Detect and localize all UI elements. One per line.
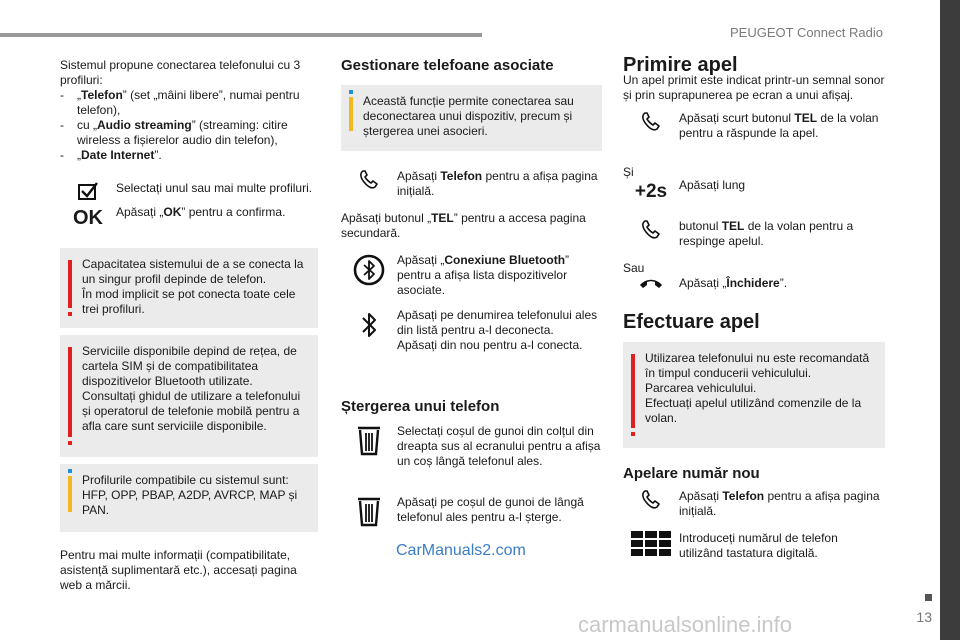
header-rule [0,33,482,37]
trash-icon [341,495,397,527]
step: Apăsați Telefon pentru a afișa pagina inițială. [623,489,885,519]
step-text: Apăsați butonul „TEL” pentru a accesa pagina secundară. [341,211,586,240]
warning-box: Utilizarea telefonului nu este recomandată în timpul conducerii vehiculului. Parcarea vehiculului. Efectuați apelul utilizând comenzile de la volan. [623,342,885,448]
info-box: Această funcție permite conectarea sau deconectarea unui dispozitiv, precum și ștergerea unei asocieri. [341,85,602,151]
warning-icon [631,354,635,428]
step: Selectați coșul de gunoi din colțul din dreapta sus al ecranului pentru a afișa un coș lângă telefonul ales. [341,424,602,469]
column-3 [623,54,885,561]
or-text: Și [623,165,634,179]
keypad-icon [623,531,679,557]
step: Introduceți numărul de telefon utilizând tastatura digitală. [623,531,885,561]
warning-box: Capacitatea sistemului de a se conecta la un singur profil depinde de telefon. În mod implicit se pot conecta toate cele trei profiluri. [60,248,318,328]
info-icon [68,476,72,512]
checkbox-icon [60,181,116,201]
step: Apăsați pe coșul de gunoi de lângă telefonul ales pentru a-l șterge. [341,495,602,527]
page-number: 13 [916,609,932,625]
ok-step: OK Apăsați „OK” pentru a confirma. [73,205,286,229]
warning-icon [68,347,72,437]
list-item: - „Telefon” (set „mâini libere”, numai pentru telefon), [60,88,300,117]
section-title: Gestionare telefoane asociate [341,57,554,74]
section-title: Apelare număr nou [623,465,760,482]
warning-box: Serviciile disponibile depind de rețea, de cartela SIM și de compatibilitatea dispozitivelor Bluetooth utilizate. Consultați ghidul de utilizare a telefonului și operatorul de telefonie mobilă pentru a afla care sunt serviciile disponibile. [60,335,318,457]
side-strip [940,0,960,640]
bluetooth-icon [341,308,397,342]
step: +2s Apăsați lung [623,178,885,199]
section-title: Ștergerea unui telefon [341,398,500,415]
ok-button-icon: OK [73,207,103,229]
select-step: Selectați unul sau mai multe profiluri. [60,181,318,201]
watermark-link[interactable]: CarManuals2.com [396,542,526,559]
page-marker [925,594,932,601]
hang-up-icon [623,276,679,290]
header-title: PEUGEOT Connect Radio [730,25,883,40]
column-1 [60,58,318,593]
info-icon [349,97,353,131]
phone-icon [341,169,397,191]
step: Apăsați pe denumirea telefonului ales din listă pentru a-l deconecta. Apăsați din nou pentru a-l conecta. [341,308,602,353]
or-text: Sau [623,261,645,275]
intro-text: Un apel primit este indicat printr-un semnal sonor și prin suprapunerea pe ecran a unui afișaj. [623,73,885,102]
info-box: Profilurile compatibile cu sistemul sunt: HFP, OPP, PBAP, A2DP, AVRCP, MAP și PAN. [60,464,318,532]
list-item: - „Date Internet”. [60,148,162,162]
trash-icon [341,424,397,456]
bluetooth-circle-icon [341,253,397,287]
footer-note: Pentru mai multe informații (compatibilitate, asistență suplimentară etc.), accesați pagina web a mărcii. [60,548,297,592]
step: Apăsați „Închidere”. [623,276,885,291]
step: Apăsați „Conexiune Bluetooth” pentru a afișa lista dispozitivelor asociate. [341,253,602,298]
list-item: - cu „Audio streaming” (streaming: citire wireless a fișierelor audio din telefon), [60,118,288,147]
two-seconds-icon: +2s [634,181,668,202]
section-title: Primire apel [623,54,738,76]
column-2 [341,58,602,527]
step: Apăsați Telefon pentru a afișa pagina inițială. [341,169,602,199]
footer-watermark: carmanualsonline.info [578,612,793,637]
phone-icon [623,219,679,241]
warning-icon [68,260,72,308]
profiles-intro: Sistemul propune conectarea telefonului cu 3 profiluri: [60,58,301,87]
section-title: Efectuare apel [623,311,760,333]
profiles-list [60,88,318,163]
phone-icon [623,489,679,511]
step: butonul TEL de la volan pentru a respinge apelul. [623,219,885,249]
phone-icon [623,111,679,133]
step: Apăsați scurt butonul TEL de la volan pentru a răspunde la apel. [623,111,885,141]
